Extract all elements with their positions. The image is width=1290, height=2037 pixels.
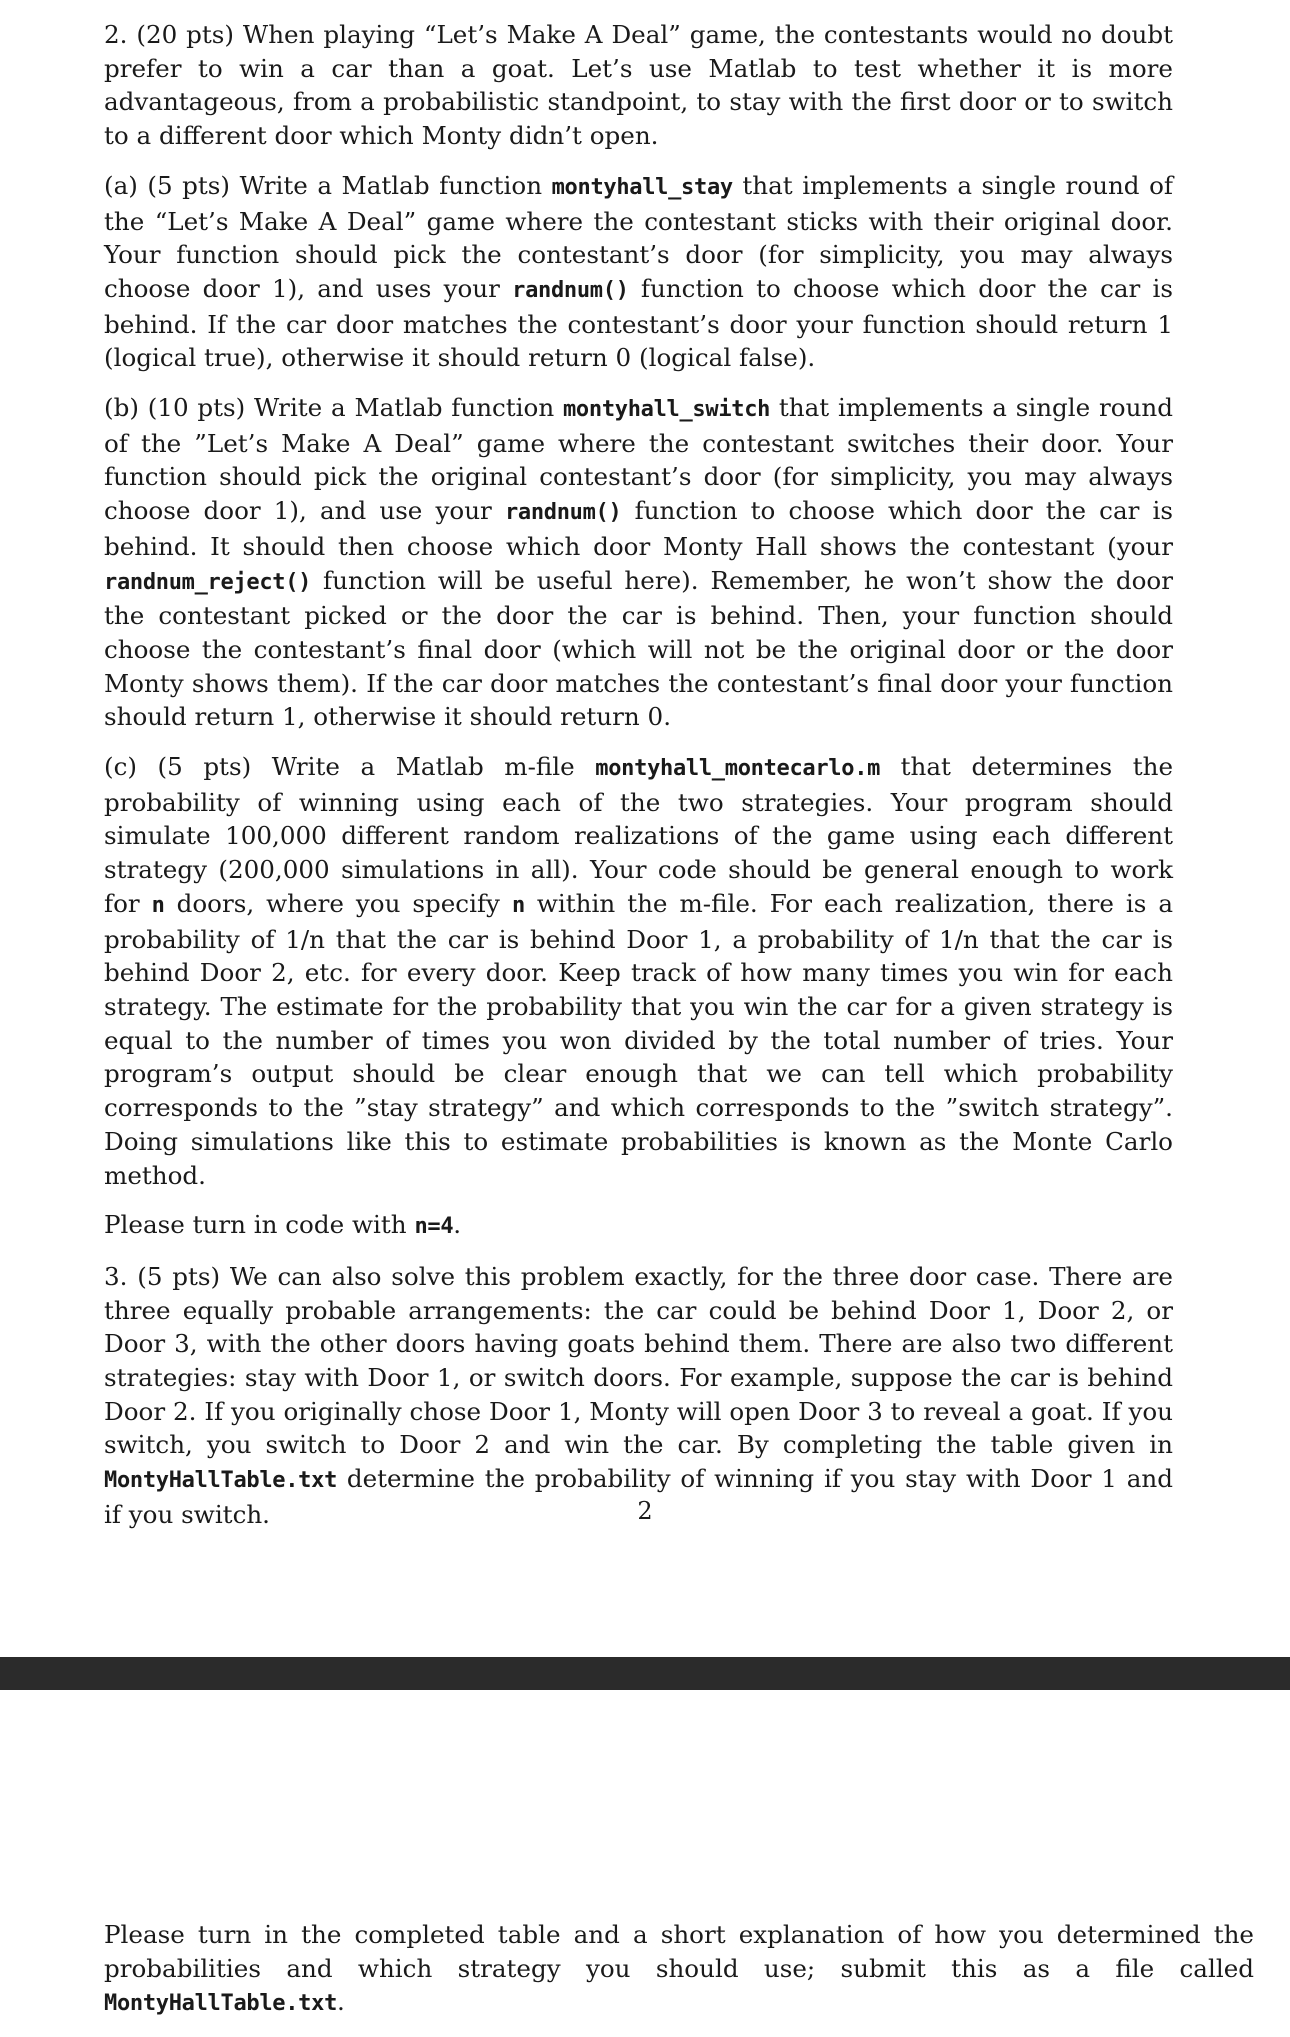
problem-2-part-a (104, 169, 1173, 375)
text-run: function to choose which door the car is behind. It should then choose which door Monty Hall shows the contestant (your (104, 496, 1173, 561)
page-number: 2 (637, 1497, 653, 1525)
text-run: within the m-file. For each realization, there is a probability of 1/n that the car is behind Door 1, a probability of 1/n that the car is behind Door 2, etc. for every door. Keep track of how many times you win for each strategy. The estimate for the probability that you win the car for a given strategy is equal to the number of times you won divided by the total number of tries. Your program’s output should be clear enough that we can tell which probability corresponds to the ”stay strategy” and which corresponds to the ”switch strategy”. Doing simulations like this to estimate probabilities is known as the Monte Carlo method. (104, 888, 1174, 1190)
inline-code: MontyHallTable.txt (104, 1468, 338, 1494)
text-run: . (453, 1210, 462, 1240)
page-2-content (104, 1918, 1254, 2037)
document-page-2 (0, 1690, 1290, 2021)
inline-code: randnum() (512, 277, 629, 303)
text-run: 3. (5 pts) We can also solve this problem exactly, for the three door case. There are three equally probable arrangements: the car could be behind Door 1, Door 2, or Door 3, with the other doors having goats behind them. There are also two different strategies: stay with Door 1, or switch doors. For example, suppose the car is behind Door 2. If you originally chose Door 1, Monty will open Door 3 to reveal a goat. If you switch, you switch to Door 2 and win the car. By completing the table given in (104, 1261, 1173, 1460)
text-run: 2. (20 pts) When playing “Let’s Make A Deal” game, the contestants would no doubt prefer to win a car than a goat. Let’s use Matlab to test whether it is more advantageous, from a probabilistic standpoint, to stay with the first door or to switch to a different door which Monty didn’t open. (104, 20, 1173, 151)
text-run: that implements a single round of the “Let’s Make A Deal” game where the contestant sticks with their original door. Your function should pick the contestant’s door (for simplicity, you may always choose door 1), and uses your (104, 170, 1173, 303)
text-run: determine the probability of winning if you stay with Door 1 and if you switch. (104, 1464, 1173, 1529)
inline-code: randnum() (504, 500, 622, 526)
text-run: (a) (5 pts) Write a Matlab function (104, 170, 552, 200)
page-2-turn-in (104, 1918, 1254, 2021)
inline-code: n (511, 892, 525, 918)
inline-code: montyhall_stay (551, 174, 733, 200)
inline-code: MontyHallTable.txt (104, 1991, 338, 2017)
inline-code: randnum_reject() (104, 569, 312, 595)
text-run: (c) (5 pts) Write a Matlab m-file (104, 752, 596, 782)
problem-2-turn-in (104, 1208, 1173, 1244)
text-run: doors, where you specify (164, 888, 512, 918)
inline-code: n=4 (414, 1214, 454, 1240)
text-run: Please turn in the completed table and a short explanation of how you determined the probabilities and which strategy you should use; submit this as a file called (104, 1920, 1254, 1983)
page-divider (0, 1657, 1290, 1690)
inline-code: n (151, 892, 165, 918)
problem-2-intro (104, 18, 1173, 153)
problem-2-part-b (104, 391, 1173, 734)
text-run: . (337, 1987, 345, 2017)
text-run: Please turn in code with (104, 1210, 415, 1240)
page-1-content (104, 18, 1173, 1548)
inline-code: montyhall_montecarlo.m (595, 756, 881, 782)
text-run: (b) (10 pts) Write a Matlab function (104, 393, 563, 423)
problem-3-body (104, 1260, 1173, 1532)
text-run: that implements a single round of the ”Let’s Make A Deal” game where the contestant switches their door. Your function should pick the original contestant’s door (for simplicity, you may always choose door 1), and use your (104, 393, 1173, 526)
text-run: function to choose which door the car is behind. If the car door matches the contestant’s door your function should return 1 (logical true), otherwise it should return 0 (logical false). (104, 273, 1173, 373)
problem-2-part-c (104, 750, 1173, 1192)
inline-code: montyhall_switch (562, 397, 771, 423)
text-run: that determines the probability of winning using each of the two strategies. Your program should simulate 100,000 different random realizations of the game using each different strategy (200,000 simulations in all). Your code should be general enough to work for (104, 752, 1173, 918)
text-run: function will be useful here). Remember, he won’t show the door the contestant picked or the door the car is behind. Then, your function should choose the contestant’s final door (which will not be the original door or the door Monty shows them). If the car door matches the contestant’s final door your function should return 1, otherwise it should return 0. (104, 565, 1173, 732)
